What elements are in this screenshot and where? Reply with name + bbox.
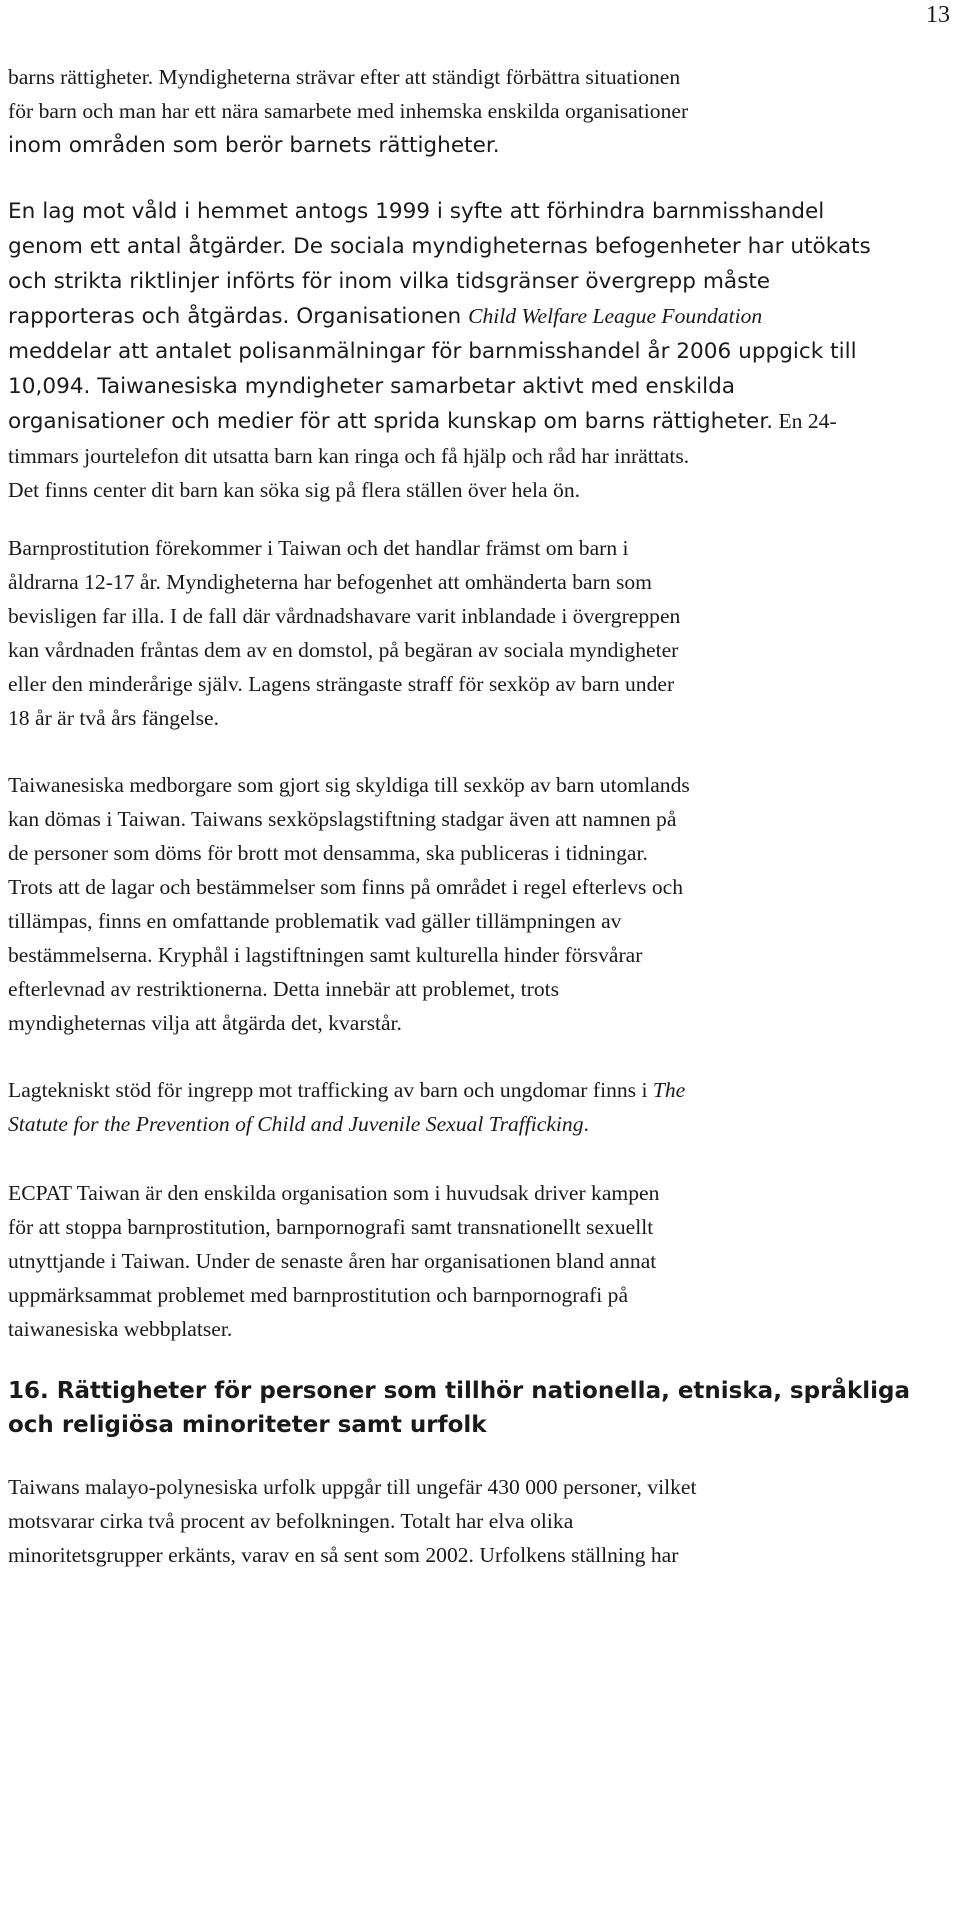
- text-run: för att stoppa barnprostitution, barnpornografi samt transnationellt sexuellt: [8, 1215, 654, 1239]
- text-line: [8, 972, 953, 1006]
- heading-line: och religiösa minoriteter samt urfolk: [8, 1412, 487, 1438]
- text-line: [8, 1504, 953, 1538]
- text-run: efterlevnad av restriktionerna. Detta innebär att problemet, trots: [8, 977, 560, 1001]
- text-run: De sociala myndigheternas befogenheter har utökats: [286, 234, 871, 259]
- text-line: [8, 633, 953, 667]
- paragraph-children-rights-cooperation: [8, 60, 953, 163]
- text-line: [8, 1244, 953, 1278]
- text-run: uppmärksammat problemet med barnprostitution och barnpornografi på: [8, 1283, 629, 1307]
- text-run: inom områden som berör barnets rättigheter.: [8, 133, 500, 158]
- text-run: utnyttjande i Taiwan. Under de senaste åren har organisationen bland annat: [8, 1249, 657, 1273]
- text-line: [8, 565, 953, 599]
- text-run: bevisligen far illa. I de fall där vårdnadshavare varit inblandade i övergreppen: [8, 604, 681, 628]
- text-line: [8, 836, 953, 870]
- text-run: myndigheternas vilja att åtgärda det, kvarstår.: [8, 1011, 402, 1035]
- text-run: Taiwanesiska myndigheter samarbetar aktivt med enskilda: [90, 374, 736, 399]
- text-run: .: [583, 1112, 589, 1136]
- text-run: rapporteras och åtgärdas.: [8, 304, 290, 329]
- text-run: En lag mot våld i hemmet antogs 1999 i syfte att förhindra barnmisshandel: [8, 199, 825, 224]
- paragraph-ecpat-taiwan: [8, 1176, 953, 1346]
- text-run: motsvarar cirka två procent av befolkningen. Totalt har elva olika: [8, 1509, 574, 1533]
- text-line: [8, 1176, 953, 1210]
- text-run: kan dömas i Taiwan. Taiwans sexköpslagstiftning stadgar även att namnen på: [8, 807, 677, 831]
- paragraph-trafficking-statute: [8, 1073, 953, 1141]
- text-run: 18 år är två års fängelse.: [8, 706, 220, 730]
- text-run: timmars jourtelefon dit utsatta barn kan ringa och få hjälp och råd har inrättats.: [8, 444, 690, 468]
- text-run: tillämpas, finns en omfattande problematik vad gäller tillämpningen av: [8, 909, 622, 933]
- text-line: [8, 701, 953, 735]
- text-line: [8, 194, 953, 229]
- page-number: 13: [926, 2, 950, 28]
- text-run: ECPAT Taiwan är den enskilda organisation som i huvudsak driver kampen: [8, 1181, 660, 1205]
- text-line: [8, 938, 953, 972]
- text-line: [8, 802, 953, 836]
- section-heading-minorities: [8, 1374, 953, 1442]
- text-run: Taiwanesiska medborgare som gjort sig skyldiga till sexköp av barn utomlands: [8, 773, 690, 797]
- text-line: [8, 299, 953, 334]
- text-run: Det finns center dit barn kan söka sig på flera ställen över hela ön.: [8, 478, 581, 502]
- text-line: [8, 599, 953, 633]
- text-run: En 24-: [773, 409, 837, 433]
- text-line: [8, 229, 953, 264]
- paragraph-sex-purchase-abroad: [8, 768, 953, 1040]
- italic-text: Child Welfare League Foundation: [468, 304, 763, 328]
- italic-text: The: [652, 1078, 686, 1102]
- text-run: för barn och man har ett nära samarbete med inhemska enskilda organisationer: [8, 99, 689, 123]
- italic-text: Statute for the Prevention of Child and Juvenile Sexual Trafficking: [8, 1112, 584, 1136]
- text-line: [8, 128, 953, 163]
- text-run: organisationer och medier för att sprida kunskap om barns rättigheter.: [8, 409, 774, 434]
- text-run: genom ett antal åtgärder.: [8, 234, 287, 259]
- text-run: barns rättigheter. Myndigheterna strävar efter att ständigt förbättra situationen: [8, 65, 681, 89]
- text-run: Barnprostitution förekommer i Taiwan och det handlar främst om barn i: [8, 536, 629, 560]
- text-line: [8, 1006, 953, 1040]
- text-run: åldrarna 12-17 år. Myndigheterna har befogenhet att omhänderta barn som: [8, 570, 652, 594]
- text-run: Organisationen: [289, 304, 469, 329]
- text-line: [8, 870, 953, 904]
- text-line: [8, 264, 953, 299]
- heading-line: 16. Rättigheter för personer som tillhör nationella, etniska, språkliga: [8, 1378, 910, 1404]
- paragraph-indigenous-peoples: [8, 1470, 953, 1572]
- text-run: Trots att de lagar och bestämmelser som finns på området i regel efterlevs och: [8, 875, 684, 899]
- text-run: Taiwans malayo-polynesiska urfolk uppgår till ungefär 430 000 personer, vilket: [8, 1475, 697, 1499]
- text-line: [8, 473, 953, 507]
- text-line: [8, 667, 953, 701]
- text-line: [8, 94, 953, 128]
- text-line: [8, 1538, 953, 1572]
- text-run: 10,094.: [8, 374, 91, 399]
- text-line: [8, 334, 953, 369]
- text-line: [8, 1210, 953, 1244]
- text-run: meddelar att antalet polisanmälningar för barnmisshandel år 2006 uppgick till: [8, 339, 857, 364]
- paragraph-child-prostitution: [8, 531, 953, 735]
- text-run: eller den minderårige själv. Lagens strängaste straff för sexköp av barn under: [8, 672, 675, 696]
- text-run: kan vårdnaden fråntas dem av en domstol, på begäran av sociala myndigheter: [8, 638, 679, 662]
- text-line: [8, 60, 953, 94]
- text-line: [8, 1073, 953, 1107]
- text-run: och strikta riktlinjer införts för inom vilka tidsgränser övergrepp måste: [8, 269, 771, 294]
- text-run: taiwanesiska webbplatser.: [8, 1317, 233, 1341]
- text-run: de personer som döms för brott mot densamma, ska publiceras i tidningar.: [8, 841, 648, 865]
- text-run: minoritetsgrupper erkänts, varav en så sent som 2002. Urfolkens ställning har: [8, 1543, 679, 1567]
- text-line: [8, 369, 953, 404]
- text-line: [8, 404, 953, 439]
- text-line: [8, 1107, 953, 1141]
- text-line: [8, 1312, 953, 1346]
- text-line: [8, 531, 953, 565]
- text-run: Lagtekniskt stöd för ingrepp mot trafficking av barn och ungdomar finns i: [8, 1078, 653, 1102]
- text-line: [8, 1470, 953, 1504]
- text-run: bestämmelserna. Kryphål i lagstiftningen samt kulturella hinder försvårar: [8, 943, 643, 967]
- text-line: [8, 904, 953, 938]
- text-line: [8, 439, 953, 473]
- paragraph-domestic-violence-law: [8, 194, 953, 507]
- text-line: [8, 1278, 953, 1312]
- text-line: [8, 768, 953, 802]
